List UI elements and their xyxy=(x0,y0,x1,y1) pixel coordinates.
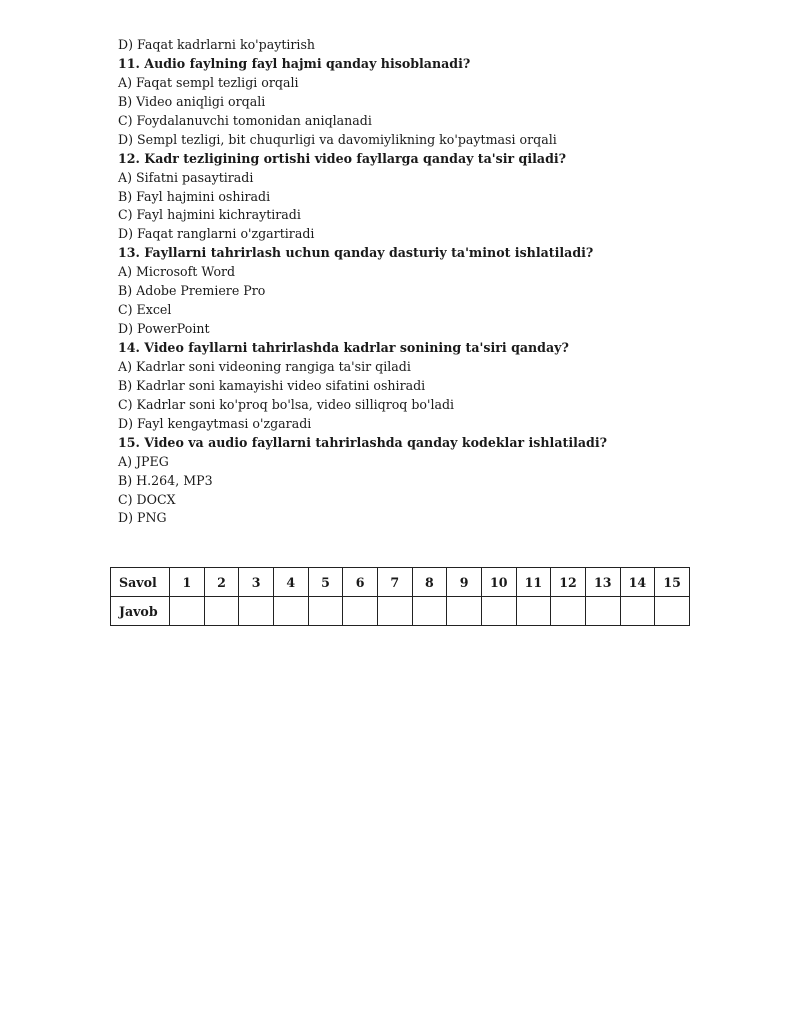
answer-option: B) Kadrlar soni kamayishi video sifatini oshiradi xyxy=(118,377,426,393)
answer-option: B) Adobe Premiere Pro xyxy=(118,283,266,299)
question-number-cell: 5 xyxy=(308,568,343,597)
question-number-cell: 13 xyxy=(585,568,620,597)
question-number-cell: 4 xyxy=(273,568,308,597)
answer-option: C) Fayl hajmini kichraytiradi xyxy=(118,207,301,223)
question-heading: 15. Video va audio fayllarni tahrirlashda qanday kodeklar ishlatiladi? xyxy=(118,434,608,450)
answer-row xyxy=(111,597,690,626)
answer-option: D) Sempl tezligi, bit chuqurligi va davomiylikning ko'paytmasi orqali xyxy=(118,131,557,147)
answer-option: A) Sifatni pasaytiradi xyxy=(118,169,254,185)
answer-option: D) PNG xyxy=(118,510,167,526)
question-number-cell: 2 xyxy=(204,568,239,597)
question-heading: 11. Audio faylning fayl hajmi qanday hisoblanadi? xyxy=(118,55,471,71)
answer-option: D) Faqat ranglarni o'zgartiradi xyxy=(118,226,315,242)
answer-cell[interactable] xyxy=(412,597,447,626)
question-number-cell: 6 xyxy=(343,568,378,597)
question-number-cell: 7 xyxy=(377,568,412,597)
answer-cell[interactable] xyxy=(343,597,378,626)
answer-option: A) Kadrlar soni videoning rangiga ta'sir qiladi xyxy=(118,358,411,374)
answer-option: D) Faqat kadrlarni ko'paytirish xyxy=(118,37,316,52)
answer-cell[interactable] xyxy=(204,597,239,626)
row-label-savol: Savol xyxy=(111,568,170,597)
answer-option: B) H.264, MP3 xyxy=(118,472,213,488)
answer-option: C) Foydalanuvchi tomonidan aniqlanadi xyxy=(118,112,372,128)
answer-option: A) JPEG xyxy=(118,453,169,469)
answer-option: C) DOCX xyxy=(118,491,176,507)
question-number-cell: 8 xyxy=(412,568,447,597)
answer-option: B) Video aniqligi orqali xyxy=(118,93,266,109)
question-number-cell: 15 xyxy=(655,568,690,597)
question-number-cell: 9 xyxy=(447,568,482,597)
question-number-cell: 1 xyxy=(170,568,205,597)
question-number-cell: 14 xyxy=(620,568,655,597)
row-label-javob: Javob xyxy=(111,597,170,626)
question-heading: 14. Video fayllarni tahrirlashda kadrlar sonining ta'siri qanday? xyxy=(118,340,569,355)
question-heading: 13. Fayllarni tahrirlash uchun qanday dasturiy ta'minot ishlatiladi? xyxy=(118,245,594,261)
question-number-cell: 10 xyxy=(481,568,516,597)
answer-cell[interactable] xyxy=(655,597,690,626)
answer-cell[interactable] xyxy=(170,597,205,626)
answer-option: D) Fayl kengaytmasi o'zgaradi xyxy=(118,415,312,431)
answer-cell[interactable] xyxy=(239,597,274,626)
question-number-cell: 11 xyxy=(516,568,551,597)
question-number-cell: 12 xyxy=(551,568,586,597)
question-number-row xyxy=(111,568,690,597)
answer-table xyxy=(110,567,690,626)
answer-option: C) Excel xyxy=(118,302,172,318)
answer-option: A) Microsoft Word xyxy=(118,264,236,280)
answer-cell[interactable] xyxy=(308,597,343,626)
answer-cell[interactable] xyxy=(585,597,620,626)
answer-cell[interactable] xyxy=(273,597,308,626)
answer-option: C) Kadrlar soni ko'proq bo'lsa, video silliqroq bo'ladi xyxy=(118,396,455,412)
answer-cell[interactable] xyxy=(620,597,655,626)
answer-option: B) Fayl hajmini oshiradi xyxy=(118,188,271,204)
answer-option: D) PowerPoint xyxy=(118,321,210,337)
question-list xyxy=(118,36,718,528)
answer-cell[interactable] xyxy=(551,597,586,626)
question-heading: 12. Kadr tezligining ortishi video fayllarga qanday ta'sir qiladi? xyxy=(118,150,567,166)
answer-cell[interactable] xyxy=(447,597,482,626)
answer-option: A) Faqat sempl tezligi orqali xyxy=(118,74,299,90)
answer-cell[interactable] xyxy=(516,597,551,626)
answer-cell[interactable] xyxy=(481,597,516,626)
answer-cell[interactable] xyxy=(377,597,412,626)
question-number-cell: 3 xyxy=(239,568,274,597)
